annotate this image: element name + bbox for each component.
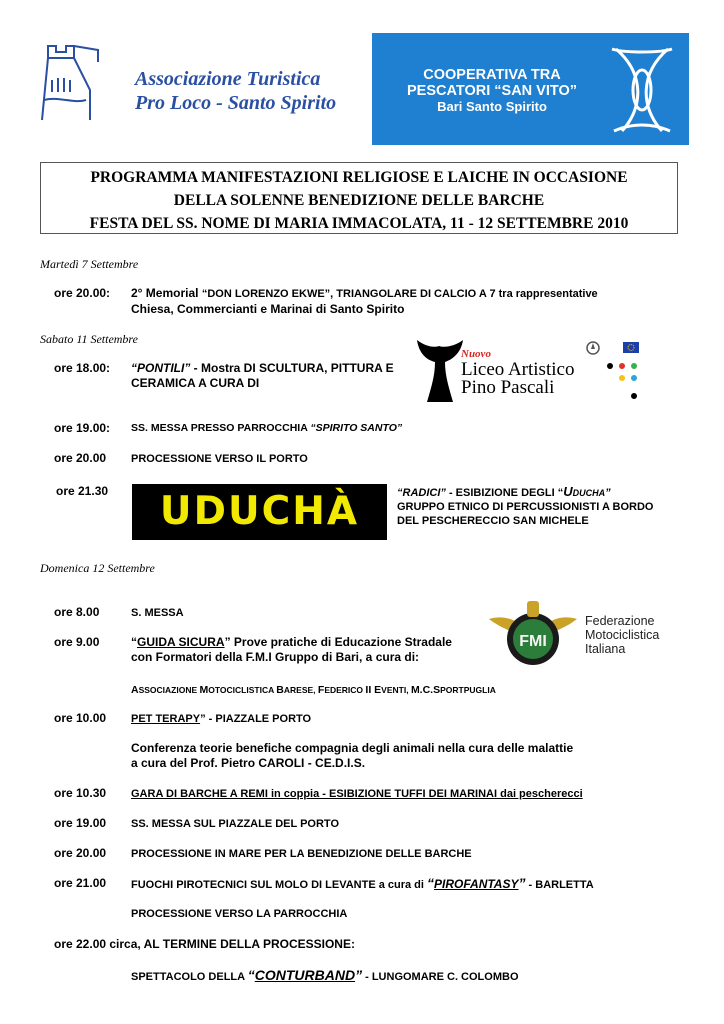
proloco-name	[135, 67, 336, 115]
event-text: “	[427, 875, 435, 891]
org-text: VENTI,	[381, 685, 411, 695]
org-text: OTOCICLISTICA	[208, 685, 277, 695]
event-guida-sicura	[131, 635, 491, 665]
event-pontili	[131, 361, 411, 391]
uducha-logo: UDUCHÀ	[132, 484, 387, 540]
event-text: ” - PIAZZALE PORTO	[200, 713, 312, 725]
fmi-name	[585, 614, 659, 656]
liceo-name1: Liceo Artistico	[461, 359, 575, 380]
fmi-wings-icon	[487, 597, 579, 671]
tower-icon	[38, 40, 130, 130]
event-text: SS. MESSA SUL PIAZZALE DEL PORTO	[131, 818, 340, 830]
liceo-logo	[415, 336, 675, 404]
event-time: ore 8.00	[54, 605, 100, 619]
event-text: - Mostra DI SCULTURA, PITTURA E	[190, 361, 394, 375]
org-text: B	[276, 684, 284, 696]
event-text: PROCESSIONE IN MARE PER LA BENEDIZIONE DELLE BARCHE	[131, 848, 472, 860]
proloco-line2: Pro Loco - Santo Spirito	[135, 92, 337, 114]
org-text: M	[199, 684, 209, 696]
event-highlight: “RADICI”	[397, 487, 446, 499]
whale-tail-icon	[415, 336, 465, 404]
event-time: ore 10.30	[54, 786, 107, 800]
event-time: ore 9.00	[54, 635, 100, 649]
event-gara-barche: GARA DI BARCHE A REMI in coppia - ESIBIZIONE TUFFI DEI MARINAI dai pescherecci	[131, 788, 583, 800]
event-text: FUOCHI PIROTECNICI SUL MOLO DI LEVANTE a cura di	[131, 879, 428, 891]
coop-line1: COOPERATIVA TRA	[423, 67, 561, 83]
event-text: ” Prove pratiche di Educazione Stradale	[224, 635, 452, 649]
event-text: SPETTACOLO DELLA	[131, 971, 248, 983]
event-text: Chiesa, Commercianti e Marinai di Santo Spirito	[131, 302, 405, 316]
day-label-sunday: Domenica 12 Settembre	[40, 561, 155, 575]
liceo-nuovo: Nuovo	[461, 348, 491, 360]
event-text: - BARLETTA	[525, 879, 594, 891]
eu-flag-icon	[623, 342, 639, 353]
event-highlight: U	[563, 484, 573, 499]
proloco-line1: Associazione Turistica	[135, 68, 321, 90]
coop-logo	[372, 33, 689, 145]
fmi-line2: Motociclistica	[585, 628, 660, 642]
org-text: A	[131, 684, 139, 696]
event-highlight: “PONTILI”	[131, 361, 191, 375]
event-time: ore 20.00	[54, 451, 107, 465]
event-text: GRUPPO ETNICO DI PERCUSSIONISTI A BORDO	[397, 501, 654, 513]
org-text: EDERICO	[324, 685, 366, 695]
org-text: F	[317, 684, 325, 696]
event-text: S. MESSA	[131, 607, 184, 619]
event-time: ore 20.00	[54, 846, 107, 860]
event-time: ore 10.00	[54, 711, 107, 725]
coop-name	[392, 67, 592, 115]
fmi-logo	[487, 597, 579, 671]
event-conturband	[131, 968, 519, 984]
event-time: ore 19.00	[54, 816, 107, 830]
event-text: “	[247, 967, 255, 983]
event-highlight: “SPIRITO SANTO”	[310, 422, 403, 434]
day-label-tuesday: Martedì 7 Settembre	[40, 257, 139, 271]
event-text: a cura del Prof. Pietro CAROLI - CE.D.I.S.	[131, 756, 366, 770]
event-text: ”	[605, 487, 611, 499]
org-text: M.C.S	[410, 684, 441, 696]
event-text: 2° Memorial	[131, 286, 202, 300]
title-line1: PROGRAMMA MANIFESTAZIONI RELIGIOSE E LAICHE IN OCCASIONE	[90, 169, 628, 186]
event-highlight: DUCHA	[572, 488, 606, 498]
event-text: PROCESSIONE VERSO LA PARROCCHIA	[131, 908, 348, 920]
event-highlight: CONTURBAND	[254, 967, 356, 983]
event-conferenza	[131, 741, 691, 771]
event-highlight: PIROFANTASY	[434, 877, 519, 891]
event-time: ore 18.00:	[54, 361, 111, 375]
title-line3: FESTA DEL SS. NOME DI MARIA IMMACOLATA, 11 - 12 SETTEMBRE 2010	[89, 215, 629, 232]
event-memorial	[131, 286, 691, 317]
event-time: ore 21.00	[54, 876, 107, 890]
event-text: “	[131, 635, 137, 649]
program-title	[40, 162, 678, 234]
event-text: PROCESSIONE VERSO IL PORTO	[131, 453, 308, 465]
event-time: ore 20.00:	[54, 286, 111, 300]
event-pet-terapy	[131, 712, 311, 726]
event-highlight: GUIDA SICURA	[137, 635, 225, 649]
fish-emblem-icon	[604, 43, 680, 137]
fmi-line1: Federazione	[585, 614, 655, 628]
event-messa	[131, 422, 402, 434]
event-fuochi	[131, 876, 594, 892]
proloco-logo	[38, 40, 130, 130]
event-closing-time: ore 22.00 circa, AL TERMINE DELLA PROCESSIONE:	[54, 937, 355, 951]
liceo-name2: Pino Pascali	[461, 377, 555, 398]
color-dots-icon	[600, 360, 640, 400]
title-line2: DELLA SOLENNE BENEDIZIONE DELLE BARCHE	[173, 192, 545, 209]
day-label-saturday: Sabato 11 Settembre	[40, 332, 138, 346]
event-highlight: “DON LORENZO EKWE”	[201, 288, 331, 300]
event-text: - LUNGOMARE C. COLOMBO	[362, 971, 519, 983]
event-time: ore 19.00:	[54, 421, 111, 435]
fmi-line3: Italiana	[585, 642, 626, 656]
event-text: SS. MESSA PRESSO PARROCCHIA	[131, 422, 311, 434]
event-text: CERAMICA A CURA DI	[131, 376, 260, 390]
coop-line2: PESCATORI “SAN VITO”	[407, 83, 577, 99]
event-highlight: PET TERAPY	[131, 713, 201, 725]
event-text: Conferenza teorie benefiche compagnia degli animali nella cura delle malattie	[131, 741, 574, 755]
event-text: - ESIBIZIONE DEGLI “	[445, 487, 564, 499]
org-text: ARESE,	[283, 685, 318, 695]
event-text: ”	[518, 875, 526, 891]
event-text: , TRIANGOLARE DI CALCIO A 7 tra rappresentative	[330, 288, 598, 300]
italian-emblem-icon	[585, 340, 601, 356]
event-organizers	[131, 684, 496, 696]
event-text: ”	[355, 967, 363, 983]
org-text: PORTPUGLIA	[440, 685, 496, 695]
event-text: DEL PESCHERECCIO SAN MICHELE	[397, 515, 589, 527]
event-radici	[397, 485, 697, 528]
coop-line3: Bari Santo Spirito	[437, 99, 547, 114]
event-time: ore 21.30	[56, 484, 109, 498]
event-text: con Formatori della F.M.I Gruppo di Bari, a cura di:	[131, 650, 420, 664]
org-text: SSOCIAZIONE	[138, 685, 200, 695]
org-text: II E	[365, 684, 382, 696]
fmi-logo-letters: FMI	[519, 633, 547, 650]
